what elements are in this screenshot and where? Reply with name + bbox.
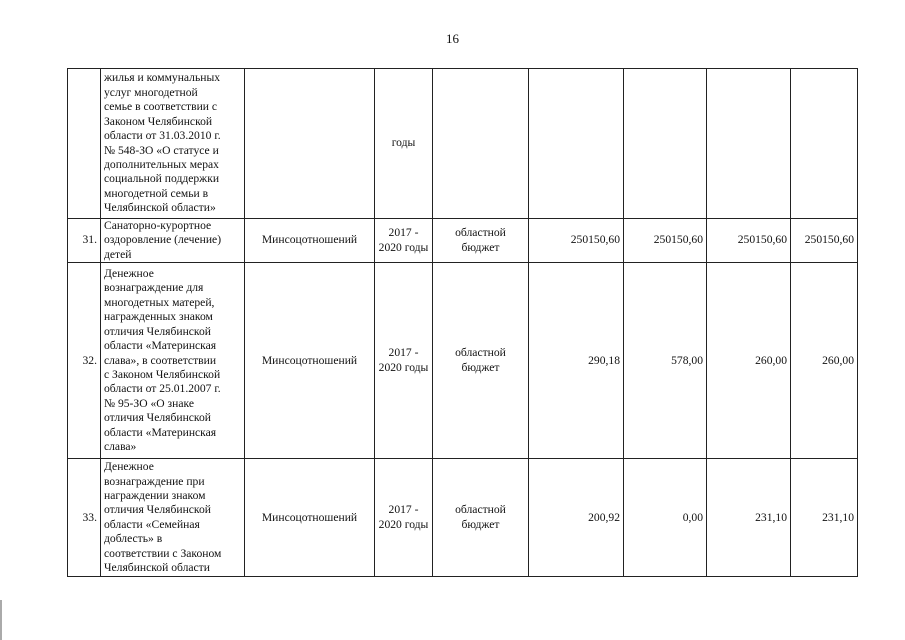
row-amount-4: 260,00 xyxy=(791,263,858,459)
description-line: Законом Челябинской xyxy=(104,114,213,128)
row-period: 2017 - 2020 годы xyxy=(375,459,433,577)
description-line: социальной поддержки xyxy=(104,172,220,186)
description-line: детей xyxy=(104,247,132,261)
row-description xyxy=(101,263,245,459)
row-number: 33. xyxy=(68,459,101,577)
description-line: области от 31.03.2010 г. xyxy=(104,129,221,143)
row-amount-1: 250150,60 xyxy=(529,219,624,263)
description-line: многодетной семьи в xyxy=(104,186,209,200)
description-line: области «Материнская xyxy=(104,339,217,353)
row-executor: Минсоцотношений xyxy=(245,459,375,577)
row-number: 31. xyxy=(68,219,101,263)
description-line: области «Семейная xyxy=(104,517,200,531)
description-line: доблесть» в xyxy=(104,532,163,546)
row-period: 2017 - 2020 годы xyxy=(375,219,433,263)
row-amount-4 xyxy=(791,69,858,219)
description-line: награжденных знаком xyxy=(104,310,213,324)
scan-edge-mark xyxy=(0,600,2,640)
description-line: отличия Челябинской xyxy=(104,503,211,517)
description-line: награждении знаком xyxy=(104,488,206,502)
description-line: слава», в соответствии xyxy=(104,353,217,367)
description-line: области «Материнская xyxy=(104,425,217,439)
row-amount-1: 200,92 xyxy=(529,459,624,577)
row-number xyxy=(68,69,101,219)
table-row xyxy=(68,219,858,263)
row-amount-1 xyxy=(529,69,624,219)
row-description xyxy=(101,219,245,263)
description-line: слава» xyxy=(104,439,137,453)
row-amount-1: 290,18 xyxy=(529,263,624,459)
description-line: отличия Челябинской xyxy=(104,324,211,338)
table-row xyxy=(68,69,858,219)
page-number: 16 xyxy=(446,31,459,46)
row-period: 2017 - 2020 годы xyxy=(375,263,433,459)
row-number: 32. xyxy=(68,263,101,459)
row-description xyxy=(101,459,245,577)
description-line: Санаторно-курортное xyxy=(104,219,212,232)
description-line: семье в соответствии с xyxy=(104,100,218,114)
program-table xyxy=(67,68,858,577)
row-funding-source xyxy=(433,69,529,219)
description-line: отличия Челябинской xyxy=(104,411,211,425)
row-executor xyxy=(245,69,375,219)
row-amount-2: 250150,60 xyxy=(624,219,707,263)
description-line: Денежное xyxy=(104,267,154,281)
description-line: области от 25.01.2007 г. xyxy=(104,382,221,396)
table-body xyxy=(68,69,858,577)
description-line: вознаграждение при xyxy=(104,474,205,488)
description-line: Денежное xyxy=(104,460,154,474)
row-description xyxy=(101,69,245,219)
description-line: Челябинской области xyxy=(104,560,210,574)
row-amount-2 xyxy=(624,69,707,219)
description-line: с Законом Челябинской xyxy=(104,367,221,381)
row-amount-3: 250150,60 xyxy=(707,219,791,263)
row-funding-source: областной бюджет xyxy=(433,263,529,459)
description-line: вознаграждение для xyxy=(104,281,204,295)
table-row xyxy=(68,263,858,459)
description-line: дополнительных мерах xyxy=(104,157,219,171)
row-amount-3 xyxy=(707,69,791,219)
row-funding-source: областной бюджет xyxy=(433,219,529,263)
table-row xyxy=(68,459,858,577)
row-amount-3: 260,00 xyxy=(707,263,791,459)
description-line: жилья и коммунальных xyxy=(104,71,221,85)
row-amount-2: 578,00 xyxy=(624,263,707,459)
description-line: № 548-ЗО «О статусе и xyxy=(104,143,219,157)
description-line: Челябинской области» xyxy=(104,201,216,215)
description-line: оздоровление (лечение) xyxy=(104,233,222,247)
row-amount-3: 231,10 xyxy=(707,459,791,577)
row-executor: Минсоцотношений xyxy=(245,219,375,263)
description-line: соответствии с Законом xyxy=(104,546,222,560)
row-amount-4: 250150,60 xyxy=(791,219,858,263)
row-executor: Минсоцотношений xyxy=(245,263,375,459)
row-amount-2: 0,00 xyxy=(624,459,707,577)
description-line: услуг многодетной xyxy=(104,85,198,99)
description-line: многодетных матерей, xyxy=(104,295,215,309)
row-period: годы xyxy=(375,69,433,219)
row-funding-source: областной бюджет xyxy=(433,459,529,577)
row-amount-4: 231,10 xyxy=(791,459,858,577)
description-line: № 95-ЗО «О знаке xyxy=(104,396,194,410)
